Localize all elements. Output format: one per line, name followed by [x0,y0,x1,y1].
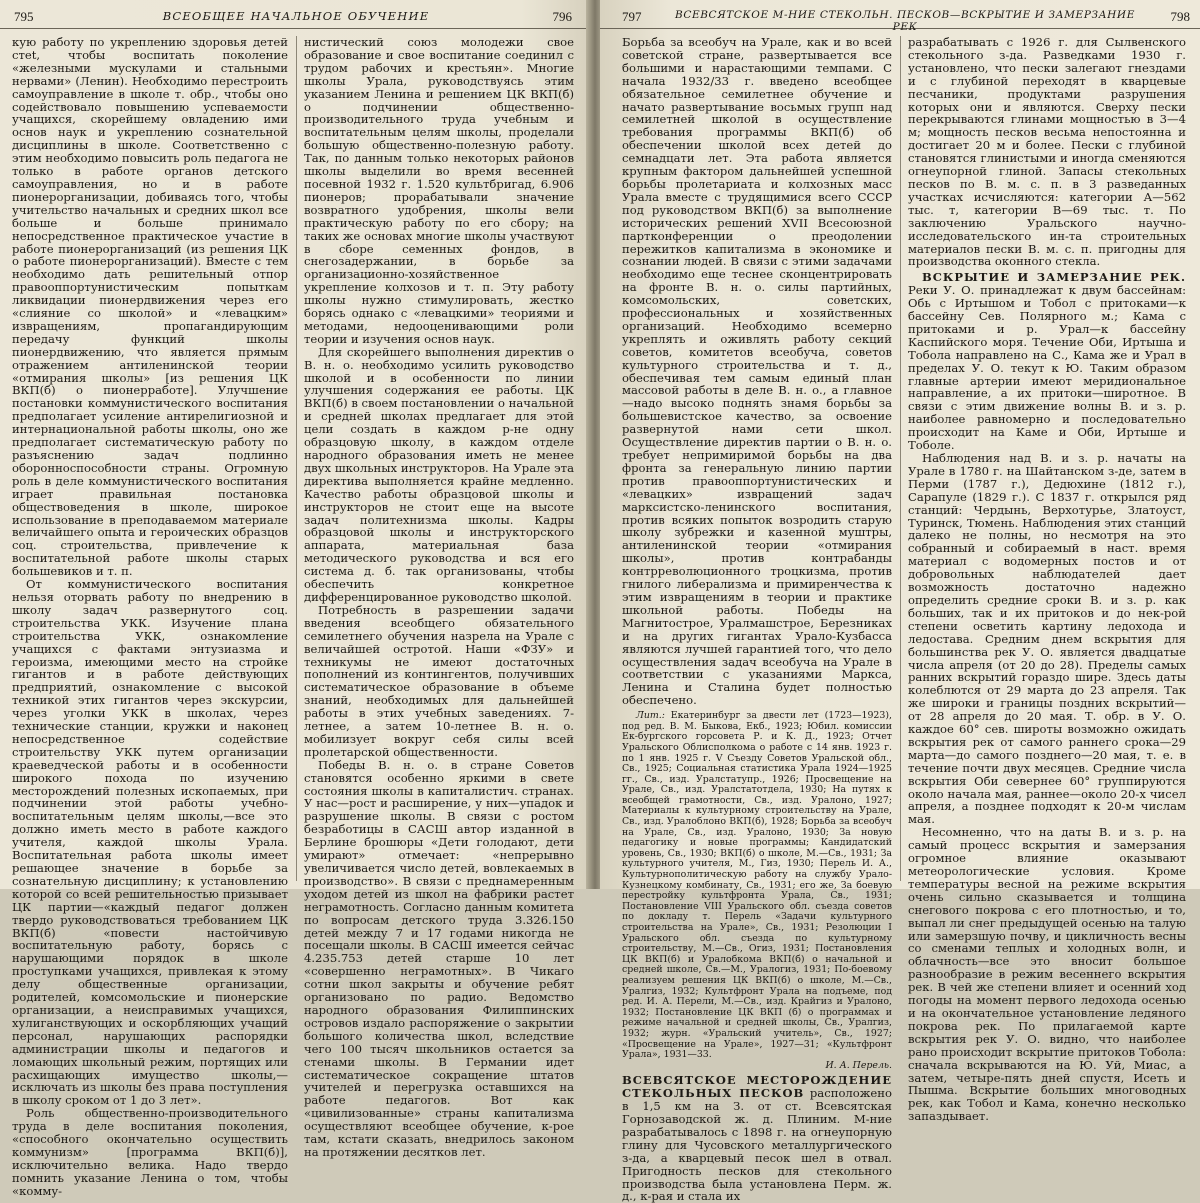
running-title-left: ВСЕОБЩЕЕ НАЧАЛЬНОЕ ОБУЧЕНИЕ [162,9,430,23]
left-page-column-2 [304,35,574,1159]
literature-label: Лит.: [636,710,665,722]
page-number-798: 798 [1170,9,1190,24]
right-page [600,0,1200,1203]
article-rivers [908,271,1186,452]
running-title-right: ВСЕВСЯТСКОЕ М-НИЕ СТЕКОЛЬН. ПЕСКОВ—ВСКРЫТИЕ И ЗАМЕРЗАНИЕ РЕК [675,9,1135,33]
paragraph: Борьба за всеобуч на Урале, как и во всей советской стране, развертывается все большими и нарастающими темпами. С начала 1932/33 г. введено всеобщее обязательное семилетнее обучение и начато развертывание восьмых групп над семилетней школой в осуществление требования программы ВКП(б) об обеспечении школой всех детей до семнадцати лет. Эта работа является крупным фактором дальнейшей успешной борьбы пролетариата и колхозных масс Урала вместе с трудящимися всего СССР под руководством ВКП(б) за выполнение исторических решений XVII Всесоюзной партконференции о преодолении пережитков капитализма в экономике и сознании людей. В связи с этими задачами необходимо еще теснее сконцентрировать на фронте В. н. о. силы партийных, комсомольских, советских, профессиональных и хозяйственных организаций. Необходимо всемерно укреплять и оживлять работу секций советов, комитетов всеобуча, советов культурного строительства и т. д., обеспечивая тем самым единый план массовой работы в деле В. н. о., а главное—надо высоко поднять знамя борьбы за большевистское качество, за освоение развернутой нами сети школ. Осуществление директив партии о В. н. о. требует непримиримой борьбы на два фронта за генеральную линию партии против правооппортунистических и «левацких» извращений задач марксистско-ленинского воспитания, против всяких попыток возродить старую школу зубрежки и казенной муштры, антиленинской теории «отмирания школы», против контрабанды контрреволюционного троцкизма, против гнилого либерализма и примиренчества к этим извращениям в теории и практике школьной работы. Победы на Магнитострое, Уралмашстрое, Березниках и на других гигантах Урало-Кузбасса являются лучшей гарантией того, что дело осуществления задач всеобуча на Урале в соответствии с указаниями Маркса, Ленина и Сталина будет полностью обеспечено. [622,35,892,708]
article-body: расположено в 1,5 км на З. от ст. Всевсятская Горнозаводской ж. д. Плиним. М-ние разрабатывалось с 1898 г. на огнеупорную глину для Чусовского металлургического з-да, а кварцевый песок шел в отвал. Пригодность песков для стекольного производства была установлена Перм. ж. д., к-рая и стала их [622,1086,893,1203]
right-page-column-1 [622,35,893,1203]
literature-signature: И. А. Перель. [825,1059,892,1071]
right-page-header [600,6,1200,33]
paragraph: Наблюдения над В. и з. р. начаты на Урале в 1780 г. на Шайтанском з-де, затем в Перми (1787 г.), Дедюхине (1812 г.), Сарапуле (1829 г.). С 1837 г. открылся ряд станций: Чердынь, Верхотурье, Златоуст, Туринск, Тюмень. Наблюдения этих станций далеко не полны, но несмотря на это собранный и собираемый в наст. время материал с водомерных постов и от добровольных наблюдателей дает возможность достаточно надежно определить средние сроки В. и з. р. как больших, так и их притоков и до нек-рой степени осветить картину ледохода и ледостава. Средним днем вскрытия для большинства рек У. О. является двадцатые числа апреля (от 20 до 28). Пределы самых ранних вскрытий гораздо шире. Здесь даты колеблются от 29 марта до 23 апреля. Так же широки и границы поздних вскрытий—от 28 апреля до 20 мая. Т. обр. в У. О. каждое 60° сев. широты возможно ожидать вскрытия рек от самого раннего срока—29 марта—до самого позднего—20 мая, т. е. в течение почти двух месяцев. Средние числа вскрытия Оби севернее 60° группируются около начала мая, раннее—около 20-х чисел апреля, а позднее подходят к 20-м числам мая. [908,451,1186,827]
literature-block [622,711,892,1071]
literature-list: Екатеринбург за двести лет (1723—1923), под ред. В. М. Быкова, Екб., 1923; Юбил. комиссии Ек-бургского горсовета Р. и К. Д., 1923; Отчет Уральского Облисполкома о работе с 14 янв. 1923 г. по 1 янв. 1925 г. V Съезду Советов Уральской обл., Св., 1925; Социальная статистика Урала 1924—1925 гг., Св., изд. Уралстатупр., 1926; Просвещение на Урале, Св., изд. Уралстатотдела, 1930; На путях к всеобщей грамотности, Св., изд. Уралоно, 1927; Материалы к культурному строительству на Урале, Св., изд. Уралоблоно ВКП(б), 1928; Борьба за всеобуч на Урале, Св., изд. Уралоно, 1930; За новую педагогику и новые программы; Кандидатский уровень, Св., 1930; ВКП(б) о школе, М.—Св., 1931; За культурного учителя, М., Гиз, 1930; Перель И. А., Культурнополитическую работу на службу Урало-Кузнецкому комбинату, Св., 1931; его же, За боевую перестройку культфронта Урала, Св., 1931; Постановление VIII Уральского обл. съезда советов по докладу т. Перель «Задачи культурного строительства на Урале», Св., 1931; Резолюции I Уральского обл. съезда по культурному строительству, М.—Св., Огиз, 1931; Постановления ЦК ВКП(б) и Уралобкома ВКП(б) о начальной и средней школе, Св.—М., Уралогиз, 1931; По-боевому реализуем решения ЦК ВКП(б) о школе, М.—Св., Уралгиз, 1932; Культфронт Урала на подъеме, под ред. И. А. Перели, М.—Св., изд. Крайгиз и Уралоно, 1932; Постановление ЦК ВКП (б) о программах и режиме начальной и средней школы, Св., Уралгиз, 1932; журн. «Уральский учитель», Св., 1927; «Просвещение на Урале», 1927—31; «Культфронт Урала», 1931—33. [622,710,892,1061]
paragraph: От коммунистического воспитания нельзя оторвать работу по внедрению в школу задач развернутого соц. строительства УКК. Изучение плана строительства УКК, ознакомление учащихся с фактами энтузиазма и героизма, имеющими место на стройке гигантов и в работе действующих предприятий, ознакомление с высокой техникой этих гигантов через экскурсии, через уголки УКК в школах, через технические станции, кружки и наконец непосредственное содействие строительству УКК путем организации краеведческой работы и в особенности широкого похода по изучению месторождений полезных ископаемых, при подчинении этой работы учебно-воспитательным целям школы,—все это должно иметь место в работе каждого учителя, каждой школы Урала. Воспитательная работа школы имеет решающее значение в борьбе за сознательную дисциплину; к установлению которой со всей решительностью призывает ЦК партии—«каждый педагог должен твердо руководствоваться требованием ЦК ВКП(б) «повести настойчивую воспитательную работу, борясь с нарушающими порядок в школе проступками учащихся, привлекая к этому делу общественные организации, родителей, комсомольские и пионерские организации, а неисправимых учащихся, хулиганствующих и оскорбляющих учащий персонал, нарушающих распорядки администрации школы и педагогов и ломающих школьный режим, портящих или расхищающих имущество школы,—исключать из школы без права поступления в школу сроком от 1 до 3 лет». [12,577,288,1108]
article-heading: ВСКРЫТИЕ И ЗАМЕРЗАНИЕ РЕК. [922,270,1186,285]
page-number-795: 795 [14,9,34,24]
article-heading: ВСЕВСЯТСКОЕ МЕСТОРОЖДЕНИЕ СТЕКОЛЬНЫХ ПЕСКОВ [622,1073,892,1101]
page-number-797: 797 [622,9,642,24]
paragraph: Потребность в разрешении задачи введения всеобщего обязательного семилетнего обучения назрела на Урале с величайшей остротой. Наши «ФЗУ» и техникумы не имеют достаточных пополнений из контингентов, получивших систематическое образование в объеме знаний, необходимых для дальнейшей работы в этих учебных заведениях. 7-летнее, а затем 10-летнее В. н. о. мобилизует вокруг себя силы всей пролетарской общественности. [304,602,574,759]
left-page-column-1 [12,35,288,1198]
paragraph: разрабатывать с 1926 г. для Сылвенского стекольного з-да. Разведками 1930 г. установлено, что пески залегают гнездами и с глубиной переходят в кварцевые песчаники, продуктами разрушения которых они и являются. Сверху пески перекрываются глинами мощностью в 3—4 м; мощность песков весьма непостоянна и достигает 20 м и более. Пески с глубиной становятся глинистыми и иногда сменяются огнеупорной глиной. Запасы стекольных песков по В. м. с. п. в 3 разведанных участках исчисляются: категории А—562 тыс. т, категории В—69 тыс. т. По заключению Уральского научно-исследовательского ин-та строительных материалов пески В. м. с. п. пригодны для производства оконного стекла. [908,35,1186,269]
paragraph: кую работу по укреплению здоровья детей стеt, чтобы воспитать поколение «железными мускулами и стальными нервами» (Ленин). Необходимо перестроить самоуправление в школе т. обр., чтобы оно содействовало повышению успеваемости учащихся, скорейшему овладению ими основ наук и укреплению сознательной дисциплины в школе. Соответственно с этим необходимо повысить роль педагога не только в работе органов детского самоуправления, но и в работе пионерорганизации, добиваясь того, чтобы учительство начальных и средних школ все больше и больше принимало непосредственное практическое участие в работе пионерорганизаций (из решения ЦК о работе пионерорганизаций). Вместе с тем необходимо дать решительный отпор правооппортунистическим попыткам ликвидации пионердвижения через его «слияние со школой» и «левацким» извращениям, пропагандирующим передачу функций школы пионердвижению, что является прямым отражением антиленинской теории «отмирания школы» [из решения ЦК ВКП(б) о пионерработе]. Улучшение постановки коммунистического воспитания предполагает усиление антирелигиозной и интернациональной работы школы, оно же предполагает систематическую работу по разъяснению задач подлинно оборонноспособности страны. Огромную роль в деле коммунистического воспитания играет правильная постановка обществоведения в школе, широкое использование в преподаваемом материале величайшего опыта и героических образцов соц. строительства, привлечение к воспитательной работе школы старых большевиков и т. п. [12,35,288,579]
page-number-796: 796 [552,9,572,24]
right-page-column-2 [908,35,1186,1124]
column-divider [296,36,297,881]
paragraph: Роль общественно-производительного труда в деле воспитания поколения, «способного окончательно осуществить коммунизм» [программа ВКП(б)], исключительно велика. Надо твердо помнить указание Ленина о том, чтобы «комму- [12,1106,288,1198]
left-page-header [0,6,592,29]
article-body: Реки У. О. принадлежат к двум бассейнам: Обь с Иртышом и Тобол с притоками—к бассейну Сев. Полярного м.; Кама с притоками и р. Урал—к бассейну Каспийского моря. Течение Оби, Иртыша и Тобола направлено на С., Кама же и Урал в пределах У. О. текут к Ю. Таким образом главные артерии имеют меридиональное направление, а их притоки—широтное. В связи с этим движение волны В. и з. р. наиболее равномерно и последовательно происходит на Каме и Оби, Иртыше и Тоболе. [908,283,1186,453]
article-vsevsyatskoe [622,1074,892,1203]
column-divider [900,36,901,881]
paragraph: Несомненно, что на даты В. и з. р. на самый процесс вскрытия и замерзания огромное влияние оказывают метеорологические условия. Кроме температуры весной на режиме вскрытия очень сильно сказывается и толщина снегового покрова с его плотностью, и то, выпал ли снег предыдущей осенью на талую или замерзшую почву, и цикличность весны со сменами теплых и холодных волн, и облачность—все это вносит большое разнообразие в режим весеннего вскрытия рек. В чей же степени влияет и осенний ход погоды на момент первого ледохода осенью и на окончательное установление ледяного покрова рек. По прилагаемой карте вскрытия рек У. О. видно, что наиболее рано происходит вскрытие притоков Тобола: сначала вскрываются на Ю. Уй, Миас, а затем, четыре-пять дней спустя, Исеть и Пышма. Вскрытие больших многоводных рек, как Тобол и Кама, конечно несколько запаздывает. [908,825,1186,1124]
paragraph: Победы В. н. о. в стране Советов становятся особенно яркими в свете состояния школы в капиталистич. странах. У нас—рост и расширение, у них—упадок и разрушение школы. В связи с ростом безработицы в САСШ автор изданной в Берлине брошюры «Дети голодают, дети умирают» отмечает: «непрерывно увеличивается число детей, вовлекаемых в производство». В связи с преднамеренным уходом детей из школ на фабрики растет неграмотность. Согласно данным комитета по вопросам детского труда 3.326.150 детей между 7 и 17 годами никогда не посещали школы. В САСШ имеется сейчас 4.235.753 детей старше 10 лет «совершенно неграмотных». В Чикаго сотни школ закрыты и обучение ребят организовано по радио. Ведомство народного образования Филиппинских островов издало распоряжение о закрытии большого количества школ, вследствие чего 100 тысяч школьников остается за стенами школы. В Германии идет систематическое сокращение штатов учителей и перегрузка оставшихся на работе педагогов. Вот как «цивилизованные» страны капитализма осуществляют всеобщее обучение, к-рое там, кстати сказать, внедрилось законом на протяжении десятков лет. [304,757,574,1159]
left-page [0,0,592,1198]
paragraph: Для скорейшего выполнения директив о В. н. о. необходимо усилить руководство школой и в особенности по линии улучшения содержания ее работы. ЦК ВКП(б) в своем постановлении о начальной и средней школах предлагает для этой цели создать в каждом р-не одну образцовую школу, в каждом отделе народного образования иметь не менее двух школьных инструкторов. На Урале эта директива выполняется крайне медленно. Качество работы образцовой школы и инструкторов не стоит еще на высоте задач политехнизма школы. Кадры образцовой школы и инструкторского аппарата, материальная база методического руководства и вся его система д. б. так организованы, чтобы обеспечить конкретное дифференцированное руководство школой. [304,344,574,604]
paragraph: нистический союз молодежи свое образование и свое воспитание соединил с трудом рабочих и крестьян». Многие школы Урала, руководствуясь этим указанием Ленина и решением ЦК ВКП(б) о подчинении общественно-производительного труда учебным и воспитательным целям школы, проделали большую общественно-полезную работу. Так, по данным только некоторых районов школы выделили во время весенней посевной 1932 г. 1.520 культбригад, 6.906 пионеров; прорабатывали значение возвратного удобрения, школы вели практическую работу по его сбору; на таких же основах многие школы участвуют в сборе семенных фондов, в снегозадержании, в борьбе за организационно-хозяйственное укрепление колхозов и т. п. Эту работу школы нужно стимулировать, жестко борясь однако с «левацкими» теориями и методами, недооценивающими роли теории и изучения основ наук. [304,35,574,346]
